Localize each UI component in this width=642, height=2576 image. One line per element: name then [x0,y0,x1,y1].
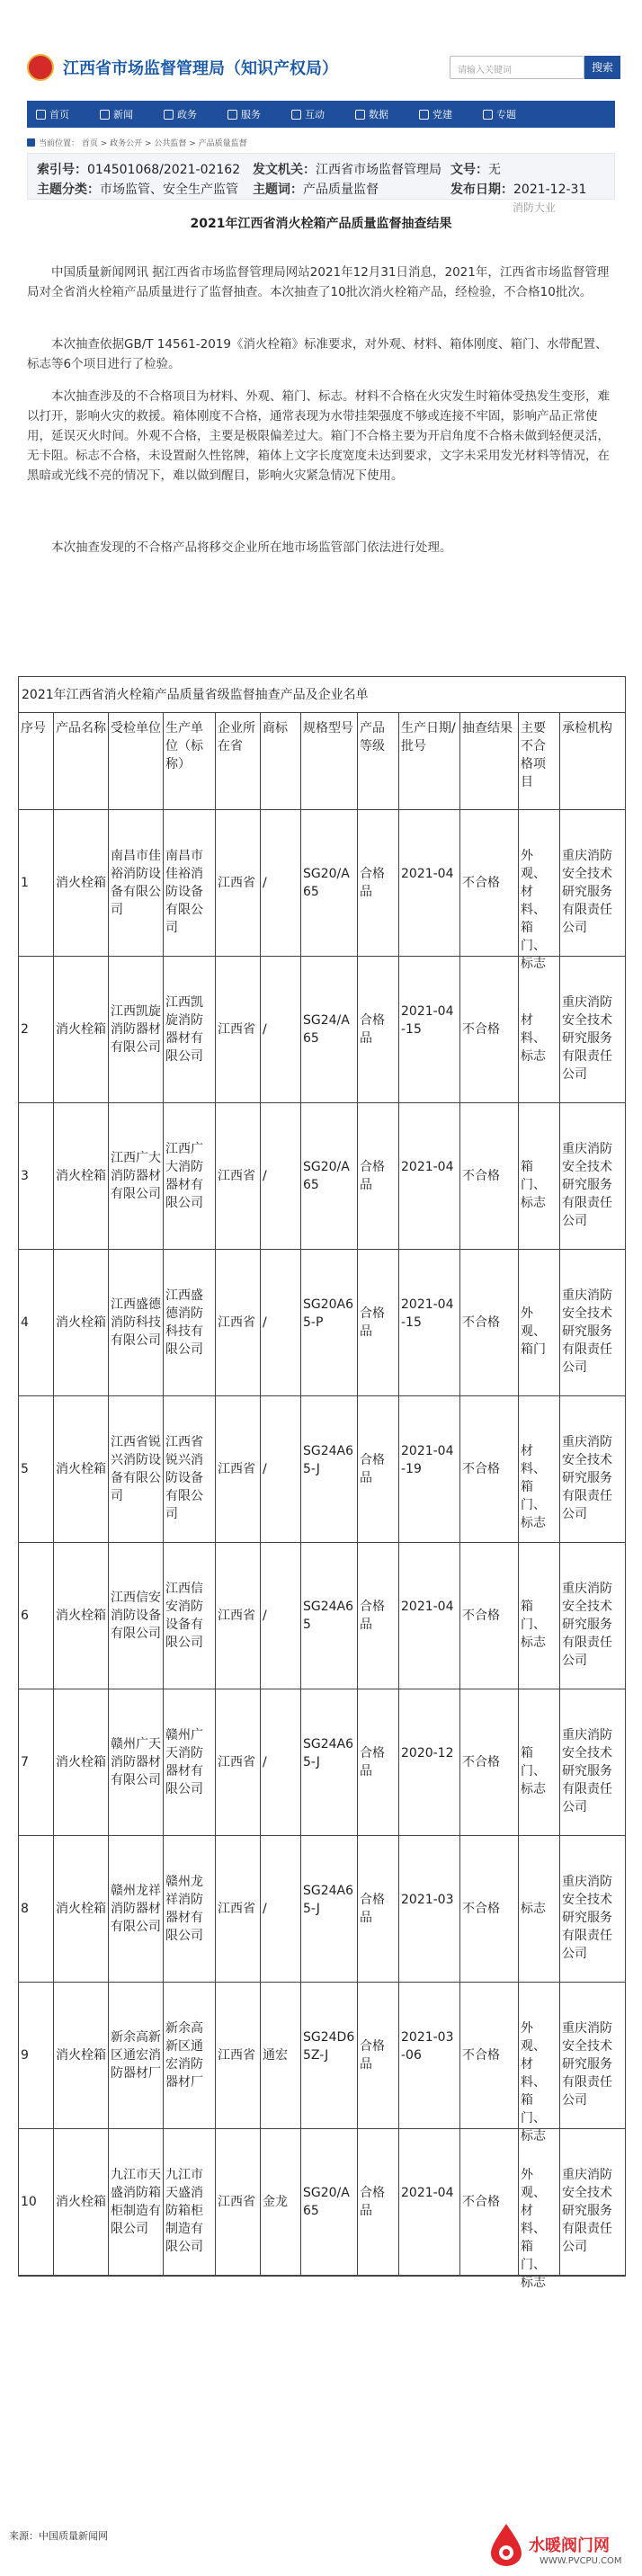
table-cell: 合格品 [360,1893,385,1925]
table-cell: 赣州广天消防器材有限公司 [165,1728,203,1796]
table-cell: 江西省锐兴消防设备有限公司 [165,1435,203,1521]
main-nav [27,101,615,128]
table-cell: 2021-04-15 [401,1004,454,1037]
table-cell: SG24A65-J [303,1884,354,1916]
table-cell: 消火栓箱 [56,876,106,890]
table-cell: 2021-03-06 [401,2030,454,2063]
table-cell: 江西省 [218,2195,255,2209]
table-cell: 消火栓箱 [56,1755,106,1769]
table-cell: 10 [21,2195,37,2209]
meta-date: 发布日期：2021-12-31 [450,183,587,197]
table-cell: / [263,1315,267,1330]
nav-item[interactable] [291,107,325,121]
table-cell: 9 [21,2048,29,2063]
table-cell: 江西凯旋消防器材有限公司 [165,995,203,1064]
table-cell: / [263,1022,267,1037]
table-cell: 江西省 [218,1462,255,1476]
nav-icon [100,110,110,120]
meta-subject: 主题词：产品质量监督 [253,183,379,197]
table-rule [398,712,399,2275]
table-cell: 江西省 [218,1755,255,1769]
table-cell: 不合格 [462,1169,500,1183]
table-cell: 材料、箱门、标志 [521,1444,546,1530]
table-header: 抽查结果 [462,721,513,735]
nav-item[interactable] [36,107,69,121]
paragraph-1: 中国质量新闻网讯 据江西省市场监督管理局网站2021年12月31日消息，2021年，江西省市场监督管理局对全省消火栓箱产品质量进行了监督抽查。本次抽查了10批次消火栓箱产品，经检验，不合格10批次。 [27,265,610,299]
nav-icon [164,110,174,120]
table-cell: 不合格 [462,1902,500,1916]
table-rule [459,712,460,2275]
table-cell: 不合格 [462,1755,500,1769]
site-title[interactable]: 江西省市场监督管理局（知识产权局） [63,59,338,78]
emblem-icon [27,54,54,81]
table-cell: 江西省 [218,1609,255,1623]
table-cell: 外观、材料、箱门、标志 [521,849,546,971]
table-cell: 合格品 [360,1306,385,1339]
table-header: 规格型号 [303,721,353,735]
table-rule [260,712,261,2275]
table-rule [53,712,54,2275]
table-header: 产品等级 [360,721,385,753]
site-logo [486,2522,638,2572]
nav-label: 数据 [369,109,388,120]
table-cell: 消火栓箱 [56,1315,106,1330]
table-cell: 金龙 [263,2195,288,2209]
paragraph-3: 本次抽查涉及的不合格项目为材料、外观、箱门、标志。材料不合格在火灾发生时箱体受热发生变形，难以打开，影响火灾的救援。箱体刚度不合格，通常表现为水带挂架强度不够或连接不牢固，影响产品正常使用，延误灭火时间。外观不合格，主要是极限偏差过大。箱门不合格主要为开启角度不合格未做到轻便灵活，无卡阻。标志不合格，未设置耐久性铭牌，箱体上文字长度宽度未达到要求，文字未采用发光材料等情况，在黑暗或光线不亮的情况下，难以做到醒目，影响火灾紧急情况下使用。 [27,389,610,483]
table-cell: SG24A65-J [303,1444,354,1476]
table-cell: 不合格 [462,1462,500,1476]
table-cell: 8 [21,1902,29,1916]
table-rule [108,712,109,2275]
table-cell: 南昌市佳裕消防设备有限公司 [165,849,203,935]
table-cell: 消火栓箱 [56,1022,106,1037]
table-cell: / [263,1169,267,1183]
search-input[interactable]: 请输入关键词 [450,56,584,79]
nav-icon [36,110,46,120]
table-rule [300,712,301,2275]
table-cell: 江西省 [218,1902,255,1916]
nav-icon [355,110,365,120]
table-caption: 2021年江西省消火栓箱产品质量省级监督抽查产品及企业名单 [22,688,369,702]
table-cell: SG24A65-J [303,1737,354,1769]
paragraph-4: 本次抽查发现的不合格产品将移交企业所在地市场监管部门依法进行处理。 [51,540,452,555]
table-header: 生产单位（标称） [165,721,203,771]
nav-label: 互动 [305,109,325,120]
table-cell: 消火栓箱 [56,2048,106,2063]
table-cell: 消火栓箱 [56,1462,106,1476]
meta-category: 主题分类：市场监管、安全生产监管 [37,183,238,197]
table-cell: / [263,1462,267,1476]
table-cell: SG20A65-P [303,1297,354,1330]
table-header: 序号 [21,721,46,735]
document-title: 2021年江西省消火栓箱产品质量监督抽查结果 [190,217,452,231]
table-cell: 重庆消防安全技术研究服务有限责任公司 [562,1582,612,1668]
table-rule [357,712,358,2275]
table-rule [18,1395,626,1396]
table-cell: 重庆消防安全技术研究服务有限责任公司 [562,2021,612,2108]
nav-item[interactable] [227,107,261,121]
table-cell: 合格品 [360,2039,385,2072]
table-cell: 合格品 [360,1013,385,1046]
table-cell: 重庆消防安全技术研究服务有限责任公司 [562,1288,612,1375]
table-cell: SG24/A65 [303,1013,350,1046]
search-button[interactable]: 搜索 [584,56,620,79]
nav-label: 党建 [432,109,452,120]
table-rule [18,1982,626,1983]
source-note: 来源：中国质量新闻网 [9,2530,108,2542]
table-cell: 新余高新区通宏消防器材厂 [111,2030,161,2081]
table-cell: 重庆消防安全技术研究服务有限责任公司 [562,1435,612,1521]
table-rule [559,712,560,2275]
table-cell: 江西广大消防器材有限公司 [165,1142,203,1210]
table-rule [518,712,519,2275]
table-header: 主要不合格项目 [521,721,546,789]
meta-index: 索引号：014501068/2021-02162 [37,163,241,177]
table-rule [18,1542,626,1543]
table-cell: 江西省 [218,1315,255,1330]
table-cell: 江西省 [218,876,255,890]
table-cell: 合格品 [360,1600,385,1632]
drop-logo-icon [486,2522,527,2567]
nav-icon [291,110,301,120]
table-rule [215,712,216,2275]
table-cell: 3 [21,1169,29,1183]
table-rule [18,809,626,810]
table-cell: / [263,1755,267,1769]
table-cell: 重庆消防安全技术研究服务有限责任公司 [562,995,612,1082]
table-cell: 江西信安消防设备有限公司 [111,1591,161,1641]
table-cell: 合格品 [360,1160,385,1192]
table-header: 生产日期/批号 [401,721,456,753]
watermark: 消防大业 [513,201,557,214]
table-cell: 消火栓箱 [56,1609,106,1623]
nav-label: 首页 [49,109,69,120]
table-cell: 江西盛德消防科技有限公司 [111,1297,161,1348]
table-cell: 合格品 [360,1453,385,1485]
table-cell: 4 [21,1315,29,1330]
table-cell: 江西盛德消防科技有限公司 [165,1288,203,1357]
meta-number: 文号：无 [450,163,501,177]
table-cell: 合格品 [360,1746,385,1778]
table-cell: 6 [21,1609,29,1623]
table-cell: 江西信安消防设备有限公司 [165,1582,203,1650]
meta-issuer: 发文机关：江西省市场监督管理局 [253,163,441,177]
table-cell: SG20/A65 [303,867,350,899]
table-cell: 2021-04 [401,1160,454,1174]
nav-label: 政务 [177,109,197,120]
table-cell: SG24D65Z-J [303,2030,355,2063]
table-cell: 九江市天盛消防箱柜制造有限公司 [165,2168,203,2254]
table-cell: 2020-12 [401,1746,454,1760]
table-rule [18,1102,626,1103]
nav-item[interactable] [100,107,133,121]
table-cell: 赣州龙祥消防器材有限公司 [111,1884,161,1934]
table-cell: 江西凯旋消防器材有限公司 [111,1004,161,1055]
nav-icon [483,110,493,120]
table-cell: 外观、材料、箱门、标志 [521,2021,546,2144]
paragraph-2: 本次抽查依据GB/T 14561-2019《消火栓箱》标准要求，对外观、材料、箱体刚度、箱门、水带配置、标志等6个项目进行了检验。 [27,337,608,371]
table-header: 商标 [263,721,288,735]
table-cell: 不合格 [462,1022,500,1037]
table-cell: 重庆消防安全技术研究服务有限责任公司 [562,1142,612,1228]
table-cell: 不合格 [462,1609,500,1623]
table-cell: 江西省 [218,1022,255,1037]
table-cell: 赣州广天消防器材有限公司 [111,1737,161,1787]
table-cell: SG20/A65 [303,2186,350,2218]
table-cell: 不合格 [462,2048,500,2063]
table-cell: 箱门、标志 [521,1746,546,1796]
table-cell: 2021-04 [401,1600,454,1614]
table-cell: 外观、材料、箱门、标志 [521,2168,546,2290]
table-cell: 2021-03 [401,1893,454,1907]
table-cell: 2021-04-19 [401,1444,454,1476]
table-cell: 重庆消防安全技术研究服务有限责任公司 [562,849,612,935]
breadcrumb [27,133,615,151]
table-cell: 合格品 [360,867,385,899]
table-cell: 不合格 [462,1315,500,1330]
table-cell: 不合格 [462,876,500,890]
table-rule [163,712,164,2275]
table-rule [18,1249,626,1250]
table-cell: 箱门、标志 [521,1600,546,1650]
table-header: 产品名称 [56,721,106,735]
table-cell: 重庆消防安全技术研究服务有限责任公司 [562,1728,612,1814]
table-cell: 重庆消防安全技术研究服务有限责任公司 [562,1875,612,1961]
table-header: 承检机构 [562,721,612,735]
table-cell: / [263,876,267,890]
table-cell: 消火栓箱 [56,1902,106,1916]
table-cell: 5 [21,1462,29,1476]
table-header: 企业所在省 [218,721,255,753]
nav-item[interactable] [419,107,452,121]
document-meta [27,153,615,200]
nav-item[interactable] [483,107,516,121]
table-cell: 材料、标志 [521,1013,546,1064]
table-cell: 江西省 [218,2048,255,2063]
table-rule [18,1835,626,1836]
table-cell: / [263,1902,267,1916]
table-rule [18,712,626,713]
table-cell: 江西省 [218,1169,255,1183]
table-cell: 1 [21,876,29,890]
table-cell: 赣州龙祥消防器材有限公司 [165,1875,203,1943]
nav-item[interactable] [164,107,197,121]
breadcrumb-text[interactable]: 当前位置： 首页 > 政务公开 > 公共监督 > 产品质量监督 [39,138,247,148]
table-cell: SG20/A65 [303,1160,350,1192]
table-cell: 7 [21,1755,29,1769]
table-cell: 通宏 [263,2048,288,2063]
table-cell: 2021-04-15 [401,1297,454,1330]
nav-label: 服务 [241,109,261,120]
nav-icon [419,110,429,120]
table-cell: 九江市天盛消防箱柜制造有限公司 [111,2168,161,2236]
table-cell: 重庆消防安全技术研究服务有限责任公司 [562,2168,612,2254]
nav-item[interactable] [355,107,388,121]
logo-url: WWW.PVCPU.COM [539,2556,622,2566]
table-cell: / [263,1609,267,1623]
table-cell: 江西广大消防器材有限公司 [111,1151,161,1201]
nav-icon [227,110,237,120]
table-cell: 2021-04 [401,2186,454,2200]
table-cell: 不合格 [462,2195,500,2209]
site-header [27,36,615,108]
table-cell: 标志 [521,1902,546,1916]
table-cell: 2 [21,1022,29,1037]
nav-label: 新闻 [113,109,133,120]
table-cell: 消火栓箱 [56,2195,106,2209]
table-cell: 南昌市佳裕消防设备有限公司 [111,849,161,917]
table-cell: SG24A65 [303,1600,354,1632]
logo-name: 水暖阀门网 [529,2536,610,2555]
table-cell: 消火栓箱 [56,1169,106,1183]
home-icon [27,138,35,147]
table-cell: 江西省锐兴消防设备有限公司 [111,1435,161,1503]
table-cell: 新余高新区通宏消防器材厂 [165,2021,203,2090]
nav-label: 专题 [496,109,516,120]
table-header: 受检单位 [111,721,161,735]
table-cell: 外观、箱门 [521,1306,546,1357]
table-cell: 箱门、标志 [521,1160,546,1210]
table-cell: 合格品 [360,2186,385,2218]
table-cell: 2021-04 [401,867,454,881]
